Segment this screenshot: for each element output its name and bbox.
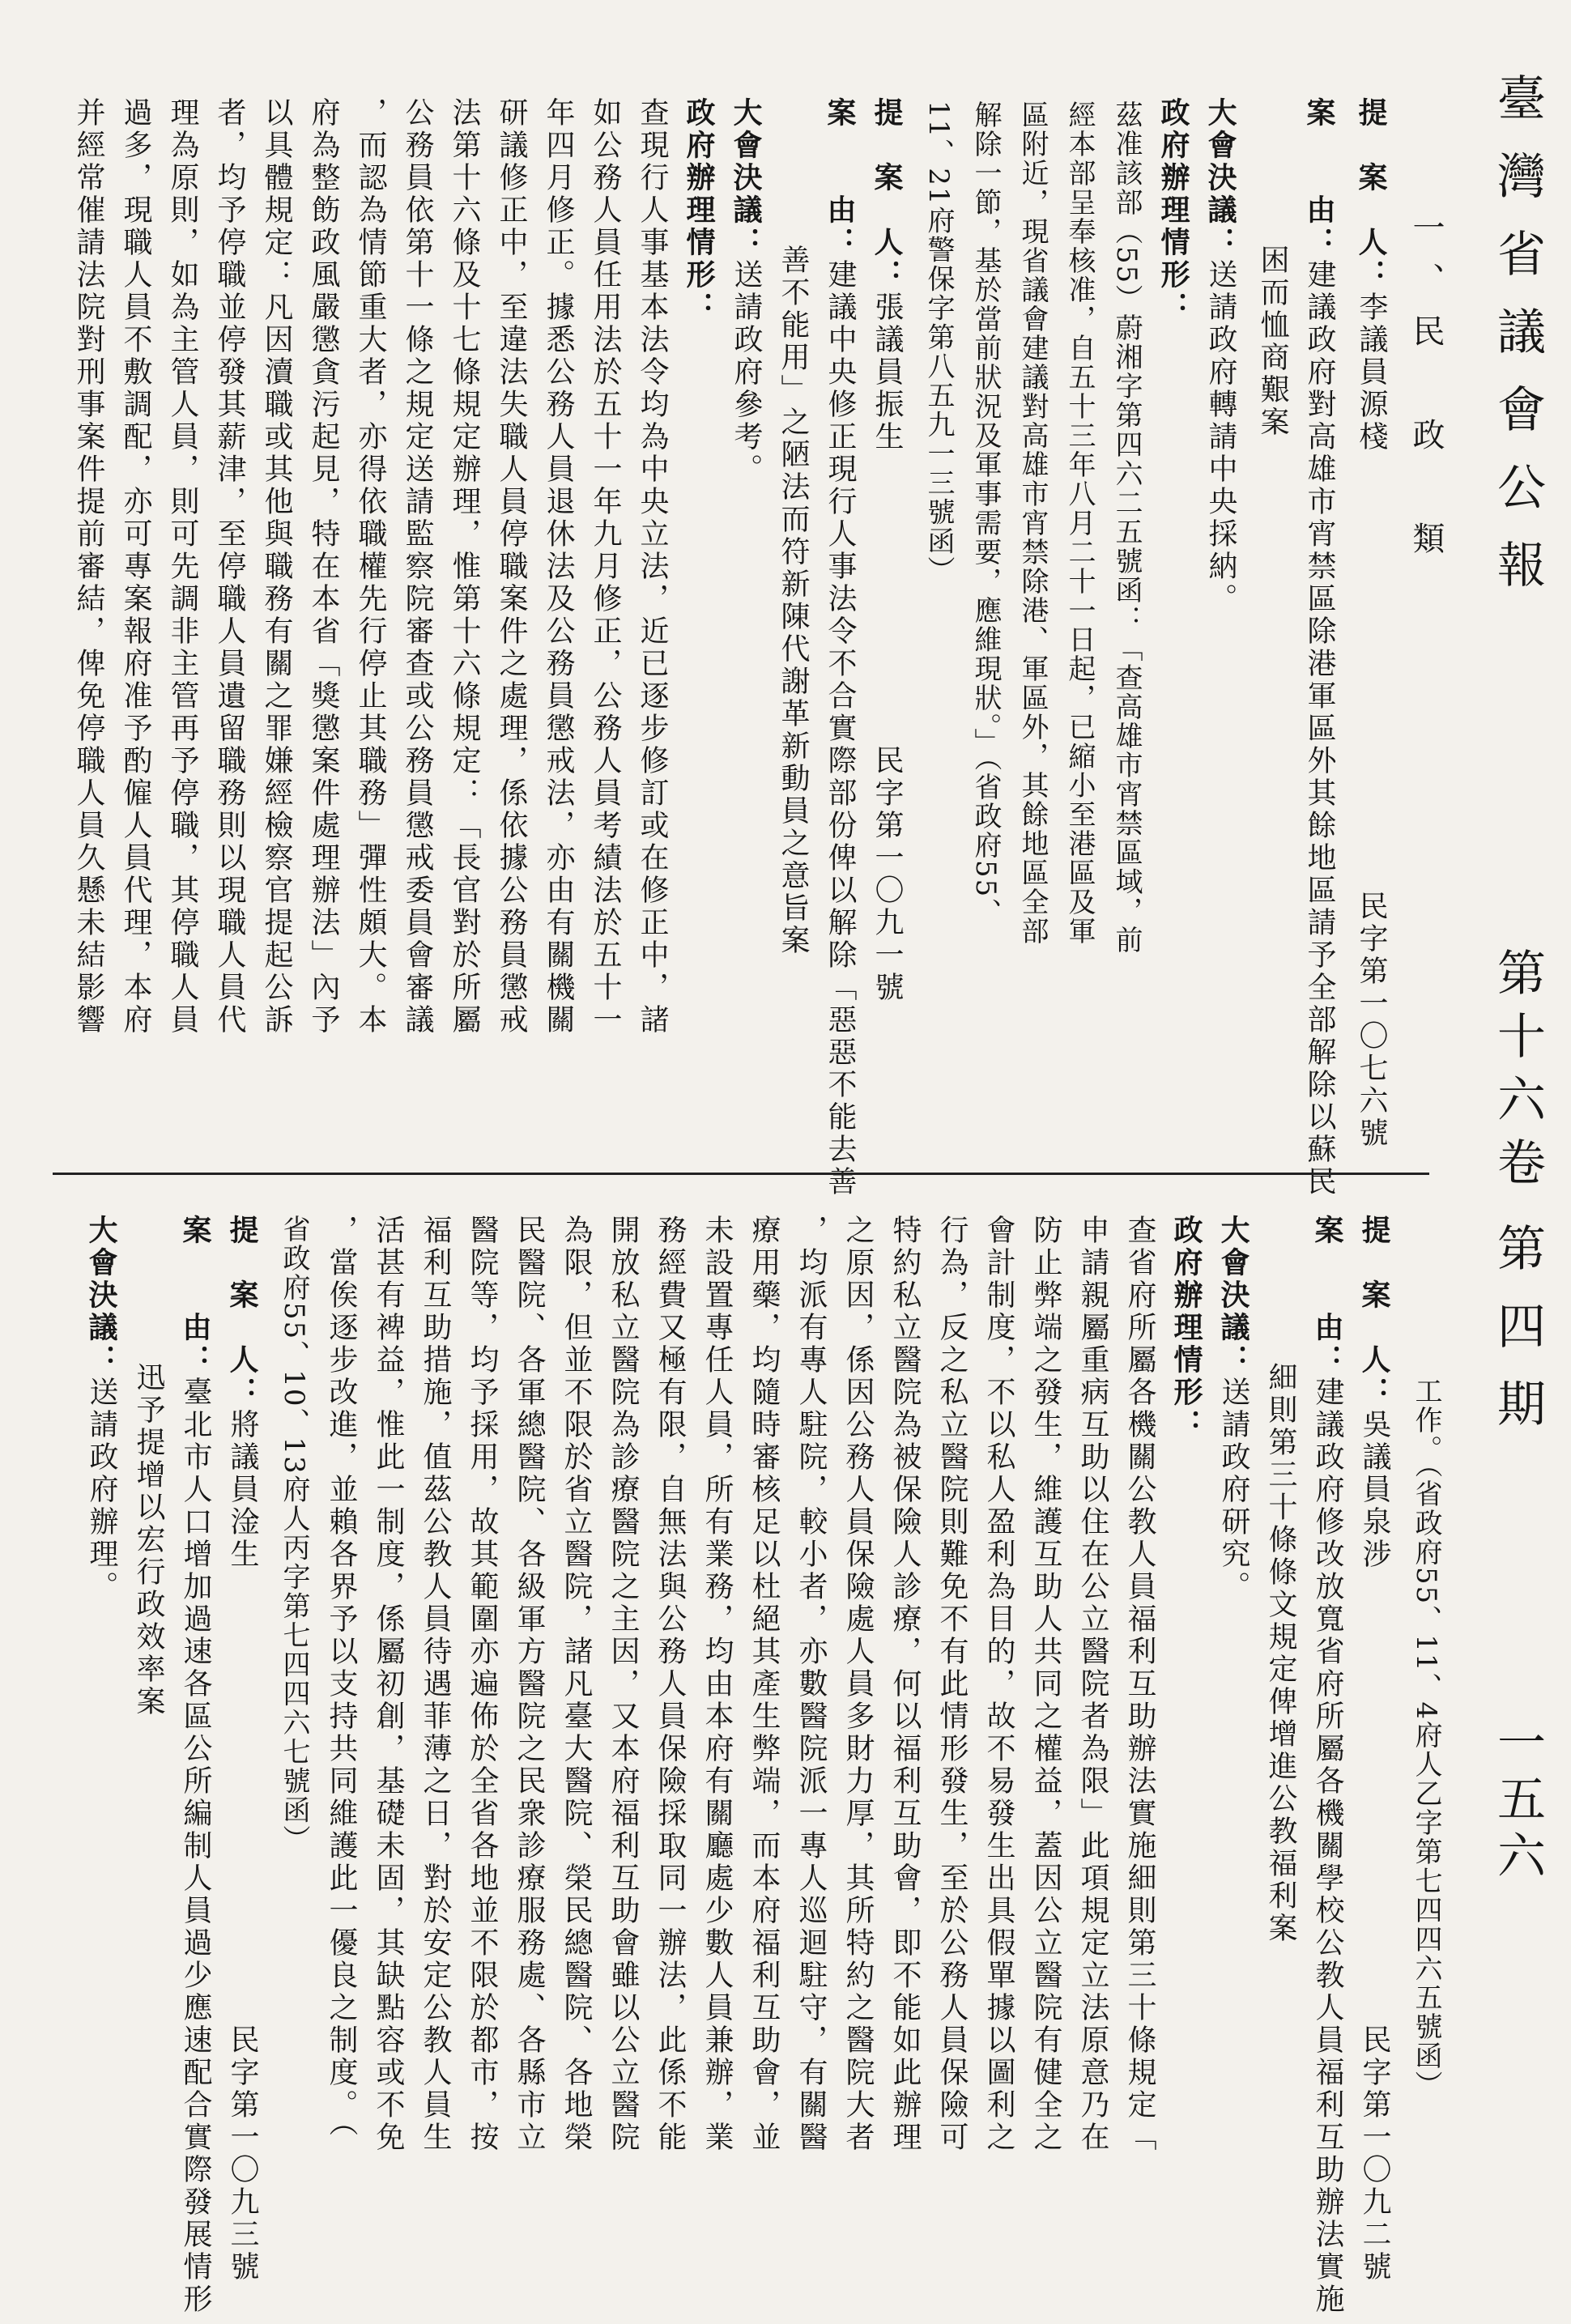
response-label: 政府辦理情形：: [1169, 1215, 1203, 1441]
proposal-1076-response-5: 11、21府警保字第八五九一三號函）: [922, 100, 955, 585]
proposal-1092-response-9: 療用藥，均隨時審核足以杜絕其產生弊端，而本府福利互助會，並: [747, 1215, 781, 2154]
proposer-label: 提 案 人：: [225, 1215, 259, 1409]
proposal-1092-response-11: 務經費又極有限，自無法與公務人員保險採取同一辦法，此係不能: [654, 1215, 687, 2154]
subject-line: 困而恤商艱案: [1256, 245, 1289, 439]
proposal-1092-response-16: 福利互助措施，值茲公教人員待遇菲薄之日，對於安定公教人員生: [419, 1215, 452, 2154]
proposal-1091-response-2: 如公務人員任用法於五十一年九月修正，公務人員考績法於五十一: [589, 97, 622, 1036]
proposal-1092-response-19: 省政府55、10、13府人丙字第七四四六七號函）: [278, 1215, 310, 1854]
resolution-text: 送請政府轉請中央採納。: [1204, 259, 1237, 615]
proposal-1076-response-label: [1150, 97, 1197, 324]
resolution-text: 送請政府研究。: [1217, 1377, 1250, 1603]
bottom-half: [78, 1215, 1450, 2316]
proposal-number: 民字第一〇九一號: [871, 745, 904, 1004]
proposer-name: 吳議員泉涉: [1358, 1409, 1391, 1571]
proposal-1092-proposer: [1351, 1215, 1398, 2284]
proposal-1093-resolution: [78, 1215, 125, 1603]
proposal-1092-response-17: 活甚有裨益，惟此一制度，係屬初創，基礎未固，其缺點容或不免: [372, 1215, 405, 2154]
subject-line: 建議政府修改放寬省府所屬各機關學校公教人員福利互助辦法實施: [1311, 1377, 1344, 2316]
proposal-1076-response-2: 經本部呈奉核准，自五十三年八月二十一日起，已縮小至港區及軍: [1063, 100, 1096, 946]
proposal-1092-response-12: 開放私立醫院為診療醫院之主因，又本府福利互助會雖以公立醫院: [607, 1215, 640, 2154]
subject-label: 案 由：: [178, 1215, 212, 1377]
resolution-label: 大會決議：: [1203, 97, 1237, 259]
proposer-label: 提 案 人：: [1357, 1215, 1391, 1409]
resolution-label: 大會決議：: [729, 97, 763, 259]
proposal-1092-response-1: 查省府所屬各機關公教人員福利互助辦法實施細則第三十條規定「: [1123, 1215, 1156, 2154]
resolution-label: 大會決議：: [84, 1215, 118, 1377]
proposal-1076-proposer: [1347, 97, 1394, 1150]
proposal-1091-response-1: 查現行人事基本法令均為中央立法，近已逐步修訂或在修正中，諸: [636, 97, 669, 1036]
proposer-label: 提 案 人：: [870, 97, 904, 292]
subject-label: 案 由：: [823, 97, 857, 259]
proposal-1092-response-label: [1163, 1215, 1210, 1441]
subject-label: 案 由：: [1310, 1215, 1344, 1377]
proposal-1092-response-15: 醫院等，均予採用，故其範圍亦遍佈於全省各地並不限於都市，按: [466, 1215, 499, 2154]
response-label: 政府辦理情形：: [1156, 97, 1190, 324]
subject-line: 臺北市人口增加過速各區公所編制人員過少應速配合實際發展情形: [179, 1377, 212, 2316]
proposal-1091-resolution: [722, 97, 769, 486]
issue-number: 第四期: [1489, 1223, 1546, 1456]
proposal-1092-response-3: 防止弊端之發生，維護互助人共同之權益，蓋因公立醫院有健全之: [1029, 1215, 1062, 2154]
proposal-1091-response-5: 法第十六條及十七條規定辦理，惟第十六條規定：「長官對於所屬: [448, 97, 481, 1036]
proposal-1076-response-3: 區附近，現省議會建議對高雄市宵禁除港、軍區外，其餘地區全部: [1016, 100, 1049, 946]
proposal-1092-subject-1: [1304, 1215, 1351, 2316]
proposal-1091-response-3: 年四月修正。據悉公務人員退休法及公務員懲戒法，亦由有關機關: [542, 97, 575, 1036]
proposal-1091-response-13: 并經常催請法院對刑事案件提前審結，俾免停職人員久懸未結影響: [72, 97, 105, 1036]
proposal-1093-proposer: [219, 1215, 266, 2284]
proposal-1092-response-7: 之原因，係因公務人員保險處人員多財力厚，其所特約之醫院大者: [841, 1215, 875, 2154]
proposal-number: 民字第一〇九二號: [1358, 2024, 1391, 2284]
proposer-name: 李議員源棧: [1355, 292, 1388, 453]
journal-title: 臺灣省議會公報: [1489, 73, 1546, 617]
proposal-1091-response-label: [675, 97, 722, 324]
proposer-label: 提 案 人：: [1354, 97, 1388, 292]
proposal-1076-subject-2: [1249, 97, 1296, 439]
proposal-1091-response-12: 過多，現職人員不敷調配，亦可專案報府准予酌僱人員代理，本府: [119, 97, 152, 1036]
proposal-1091-response-8: 府為整飭政風嚴懲貪污起見，特在本省「獎懲案件處理辦法」內予: [307, 97, 340, 1036]
proposal-1091-response-7: ，而認為情節重大者，亦得依職權先行停止其職務」彈性頗大。本: [354, 97, 387, 1036]
proposal-1092-subject-2: 細則第三十條條文規定俾增進公教福利案: [1264, 1362, 1297, 1945]
proposal-1091-response-6: 公務員依第十一條之規定送請監察院審查或公務員懲戒委員會審議: [401, 97, 434, 1036]
proposal-1091-proposer: [863, 97, 910, 1004]
proposal-1092-response-4: 會計制度，不以私人盈利為目的，故不易發生出具假單據以圖利之: [982, 1215, 1015, 2154]
proposer-name: 將議員淦生: [226, 1409, 259, 1571]
subject-line: 建議中央修正現行人事法令不合實際部份俾以解除「惡惡不能去善: [824, 259, 857, 1198]
proposal-1091-response-9: 以具體規定：凡因瀆職或其他與職務有關之罪嫌經檢察官提起公訴: [260, 97, 293, 1036]
proposal-1076-response-1: 茲准該部（55）蔚湘字第四六二五號函：「查高雄市宵禁區域，前: [1110, 100, 1143, 956]
proposal-1076-subject-1: [1296, 97, 1343, 1198]
proposal-1092-response-5: 行為，反之私立醫院則難免不有此情形發生，至於公務人員保險可: [935, 1215, 969, 2154]
section-heading: 一、民 政 類: [1407, 211, 1445, 573]
response-label: 政府辦理情形：: [682, 97, 716, 324]
proposal-1076-response-4: 解除一節，基於當前狀況及軍事需要，應維現狀。」（省政府55、: [969, 100, 1002, 928]
proposal-1091-response-10: 者，均予停職並停發其薪津，至停職人員遺留職務則以現職人員代: [213, 97, 246, 1036]
proposal-1091-carry-over: 工作。（省政府55、11、4府人乙字第七四四六五號函）: [1410, 1377, 1442, 2101]
resolution-text: 送請政府參考。: [730, 259, 763, 486]
proposal-1093-subject-1: [172, 1215, 219, 2316]
proposer-name: 張議員振生: [871, 292, 904, 453]
proposal-1091-subject-1: [816, 97, 863, 1198]
proposal-1092-response-14: 民醫院、各軍總醫院、各級軍方醫院之民衆診療服務處、各縣市立: [513, 1215, 546, 2154]
proposal-1092-response-13: 為限，但並不限於省立醫院，諸凡臺大醫院、榮民總醫院、各地榮: [560, 1215, 593, 2154]
proposal-1092-response-10: 未設置專任人員，所有業務，均由本府有關廳處少數人員兼辦，業: [700, 1215, 734, 2154]
proposal-1091-subject-2: 善不能用」之陋法而符新陳代謝革新動員之意旨案: [777, 245, 810, 957]
page-divider: [53, 1173, 1429, 1175]
proposal-1092-response-18: ，當俟逐步改進，並賴各界予以支持共同維護此一優良之制度。（: [325, 1215, 358, 2139]
top-half: [65, 97, 1450, 1198]
subject-line: 建議政府對高雄市宵禁區除港軍區外其餘地區請予全部解除以蘇民: [1303, 259, 1336, 1198]
proposal-1091-response-11: 理為原則，如為主管人員，則可先調非主管再予停職，其停職人員: [166, 97, 199, 1036]
proposal-1092-resolution: [1210, 1215, 1257, 1603]
subject-label: 案 由：: [1302, 97, 1336, 259]
resolution-label: 大會決議：: [1216, 1215, 1250, 1377]
proposal-1093-subject-2: 迅予提增以宏行政效率案: [132, 1362, 165, 1718]
proposal-1091-response-4: 研議修正中，至違法失職人員停職案件之處理，係依據公務員懲戒: [495, 97, 528, 1036]
page-number: 一五六: [1489, 1717, 1546, 1887]
resolution-text: 送請政府辦理。: [85, 1377, 118, 1603]
proposal-number: 民字第一〇七六號: [1355, 891, 1388, 1150]
proposal-1092-response-2: 申請親屬重病互助以住在公立醫院者為限」此項規定立法原意乃在: [1076, 1215, 1109, 2154]
proposal-1076-resolution: [1197, 97, 1244, 615]
proposal-number: 民字第一〇九三號: [226, 2024, 259, 2284]
volume-number: 第十六卷: [1489, 947, 1546, 1200]
proposal-1092-response-8: ，均派有專人駐院，較小者，亦數醫院派一專人巡迴駐守，有關醫: [794, 1215, 828, 2154]
proposal-1092-response-6: 特約私立醫院為被保險人診療，何以福利互助會，即不能如此辦理: [888, 1215, 922, 2154]
